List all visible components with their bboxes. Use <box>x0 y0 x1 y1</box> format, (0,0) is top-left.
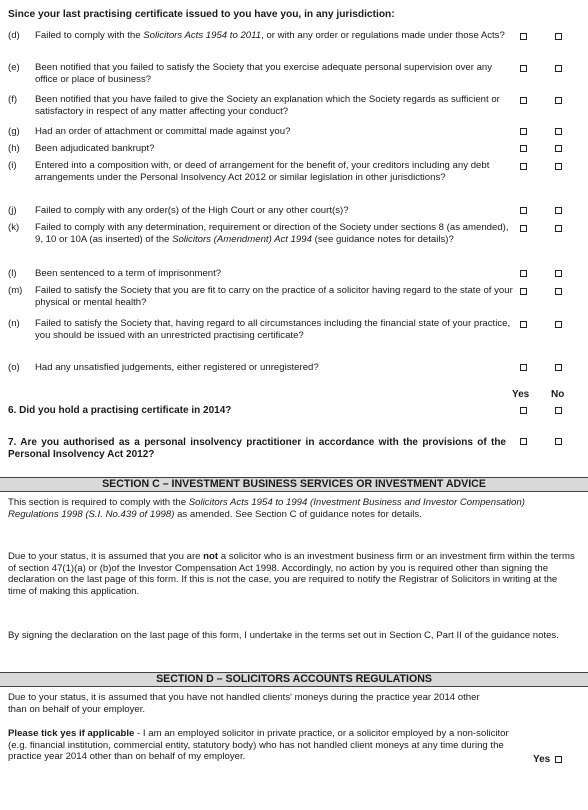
yes-checkbox[interactable] <box>520 33 527 40</box>
question-label: (j) <box>8 205 17 216</box>
text-fragment: not <box>203 551 219 562</box>
section-d-title: SECTION D – SOLICITORS ACCOUNTS REGULATIONS <box>0 672 588 687</box>
yes-checkbox[interactable] <box>520 97 527 104</box>
text-fragment: Failed to comply with any determination, requirement or direction of the Society under sections 8 (as amended), 9, 10 or 10A (as inserted) of the <box>35 222 509 245</box>
section-d-yes-checkbox[interactable] <box>555 756 562 763</box>
text-fragment: as amended. See Section C of guidance notes for details. <box>174 508 422 520</box>
question-label: (k) <box>8 222 20 233</box>
text-fragment: Been adjudicated bankrupt? <box>35 143 155 154</box>
question-label: (h) <box>8 143 20 154</box>
question-text <box>35 160 513 183</box>
no-checkbox[interactable] <box>555 145 562 152</box>
question-text <box>35 126 513 138</box>
question-7-no-checkbox[interactable] <box>555 438 562 445</box>
question-text <box>35 94 513 117</box>
yes-checkbox[interactable] <box>520 207 527 214</box>
question-label: (d) <box>8 30 20 41</box>
question-text <box>35 268 513 280</box>
no-checkbox[interactable] <box>555 225 562 232</box>
question-7: 7. Are you authorised as a personal insolvency practitioner in accordance with the provisions of the Personal Insolvency Act 2012? <box>8 437 506 460</box>
question-6-yes-checkbox[interactable] <box>520 407 527 414</box>
text-fragment: Failed to comply with the <box>35 30 144 41</box>
no-checkbox[interactable] <box>555 288 562 295</box>
question-text <box>35 222 513 245</box>
text-fragment: a solicitor who is an investment business firm or an investment firm within the terms of section 47(1)(a) or (b)of the Investor Compensation Act 1998. Accordingly, no action by you is required other than signing the declaration on the last page of this form. If this is not the case, you are required to notify the Registrar of Solicitors in writing at the time of making this application. <box>8 551 575 597</box>
yes-checkbox[interactable] <box>520 128 527 135</box>
question-7-yes-checkbox[interactable] <box>520 438 527 445</box>
no-checkbox[interactable] <box>555 364 562 371</box>
question-text <box>35 143 513 155</box>
text-fragment: Been sentenced to a term of imprisonment? <box>35 268 222 279</box>
text-fragment: Had any unsatisfied judgements, either registered or unregistered? <box>35 362 319 373</box>
text-fragment: Been notified that you failed to satisfy the Society that you exercise adequate personal supervision over any office or place of business? <box>35 62 493 85</box>
yes-checkbox[interactable] <box>520 270 527 277</box>
question-6: 6. Did you hold a practising certificate in 2014? <box>8 405 232 416</box>
question-text <box>35 205 513 217</box>
no-checkbox[interactable] <box>555 270 562 277</box>
yes-checkbox[interactable] <box>520 321 527 328</box>
yes-checkbox[interactable] <box>520 288 527 295</box>
no-checkbox[interactable] <box>555 321 562 328</box>
yes-checkbox[interactable] <box>520 225 527 232</box>
text-fragment: Solicitors Acts 1954 to 1994 (Investment Business and Investor Compensation) Regulations 1998 (S.I. No.439 of 1998) <box>8 497 525 520</box>
no-checkbox[interactable] <box>555 65 562 72</box>
yes-checkbox[interactable] <box>520 364 527 371</box>
question-text <box>35 318 513 341</box>
question-text <box>35 285 513 308</box>
section-c-paragraph-3: By signing the declaration on the last page of this form, I undertake in the terms set out in Section C, Part II of the guidance notes. <box>8 630 559 641</box>
text-fragment: Please tick yes if applicable <box>8 728 135 739</box>
question-text <box>35 30 513 42</box>
section-d-paragraph-1: Due to your status, it is assumed that you have not handled clients' moneys during the practice year 2014 other than on behalf of your employer. <box>8 692 480 715</box>
question-label: (o) <box>8 362 20 373</box>
section-c-paragraph-2 <box>8 551 576 597</box>
no-checkbox[interactable] <box>555 33 562 40</box>
section-c-paragraph-1 <box>8 497 576 520</box>
no-column-header: No <box>551 389 565 400</box>
question-text <box>35 62 513 85</box>
text-fragment: Failed to satisfy the Society that, having regard to all circumstances including the financial state of your practice, you should be issued with an unrestricted practising certificate? <box>35 318 511 341</box>
text-fragment: Been notified that you have failed to give the Society an explanation which the Society regards as sufficient or satisfactory in respect of any matter affecting your conduct? <box>35 94 500 117</box>
text-fragment: Solicitors Acts 1954 to 2011 <box>143 30 262 41</box>
text-fragment: , or with any order or regulations made under those Acts? <box>261 30 505 41</box>
section-d-paragraph-2 <box>8 728 513 763</box>
question-label: (n) <box>8 318 20 329</box>
text-fragment: - I am an employed solicitor in private practice, or a solicitor employed by a non-solicitor (e.g. financial institution, commercial entity, statutory body) who has not handled client moneys at any time during the practice year 2014 other than on behalf of my employer. <box>8 728 509 763</box>
question-6-no-checkbox[interactable] <box>555 407 562 414</box>
text-fragment: Had an order of attachment or committal made against you? <box>35 126 291 137</box>
section-c-title: SECTION C – INVESTMENT BUSINESS SERVICES OR INVESTMENT ADVICE <box>0 477 588 492</box>
yes-checkbox[interactable] <box>520 163 527 170</box>
question-label: (i) <box>8 160 17 171</box>
question-label: (g) <box>8 126 20 137</box>
text-fragment: Due to your status, it is assumed that you are <box>8 551 204 562</box>
question-label: (l) <box>8 268 17 279</box>
text-fragment: Entered into a composition with, or deed of arrangement for the benefit of, your creditors including any debt arrangements under the Personal Insolvency Act 2012 or similar legislation in other jurisdictions? <box>35 160 490 183</box>
yes-checkbox[interactable] <box>520 65 527 72</box>
text-fragment: Solicitors (Amendment) Act 1994 <box>172 233 312 245</box>
text-fragment: Failed to comply with any order(s) of the High Court or any other court(s)? <box>35 205 349 216</box>
section-d-yes-label: Yes <box>533 754 551 765</box>
yes-checkbox[interactable] <box>520 145 527 152</box>
text-fragment: (see guidance notes for details)? <box>311 233 454 245</box>
question-text <box>35 362 513 374</box>
no-checkbox[interactable] <box>555 163 562 170</box>
no-checkbox[interactable] <box>555 207 562 214</box>
question-label: (e) <box>8 62 20 73</box>
text-fragment: Failed to satisfy the Society that you are fit to carry on the practice of a solicitor having regard to the state of your physical or mental health? <box>35 285 513 308</box>
text-fragment: This section is required to comply with the <box>8 497 189 508</box>
question-label: (f) <box>8 94 18 105</box>
no-checkbox[interactable] <box>555 128 562 135</box>
no-checkbox[interactable] <box>555 97 562 104</box>
section-intro: Since your last practising certificate issued to you have you, in any jurisdiction: <box>8 9 395 20</box>
question-label: (m) <box>8 285 23 296</box>
yes-column-header: Yes <box>512 389 530 400</box>
